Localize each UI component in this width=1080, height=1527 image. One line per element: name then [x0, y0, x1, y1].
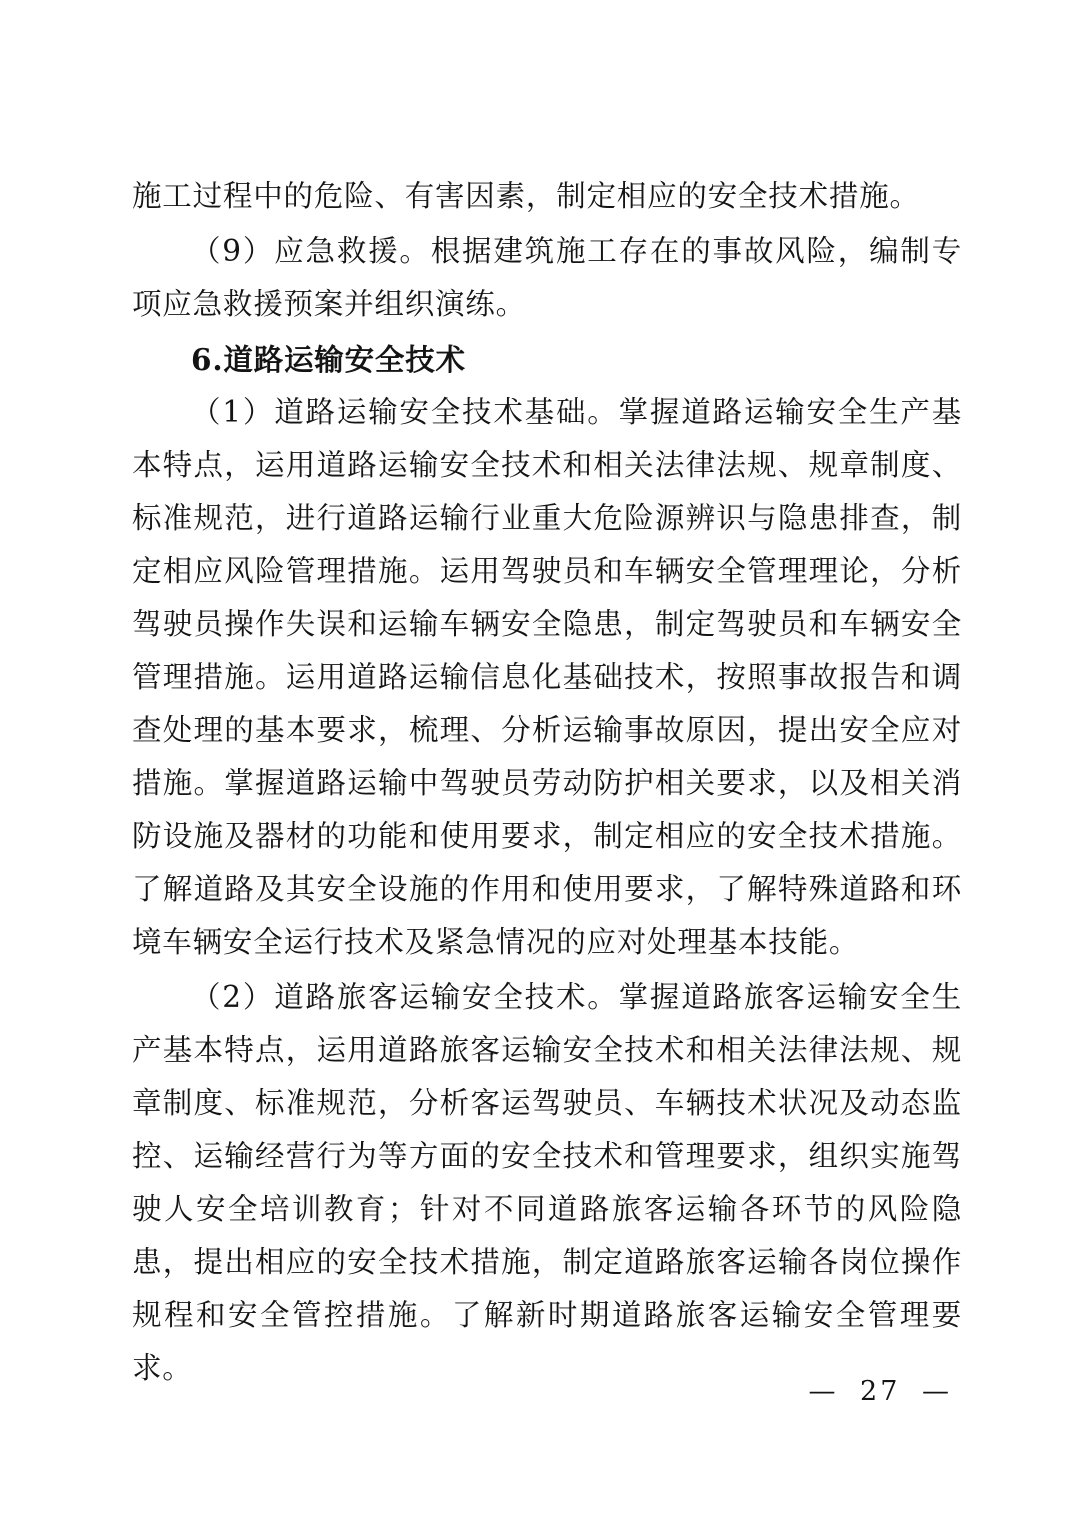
- paragraph-continued: 施工过程中的危险、有害因素，制定相应的安全技术措施。: [132, 179, 920, 213]
- page-footer: [0, 1376, 962, 1407]
- paragraph-road-passenger-transport: （2）道路旅客运输安全技术。掌握道路旅客运输安全生产基本特点，运用道路旅客运输安全技术和相关法律法规、规章制度、标准规范，分析客运驾驶员、车辆技术状况及动态监控、运输经营行为等方面的安全技术和管理要求，组织实施驾驶人安全培训教育；针对不同道路旅客运输各环节的风险隐患，提出相应的安全技术措施，制定道路旅客运输各岗位操作规程和安全管控措施。了解新时期道路旅客运输安全管理要求。: [132, 980, 962, 1385]
- page-number: 27: [860, 1376, 901, 1407]
- paragraph-emergency-rescue: （9）应急救援。根据建筑施工存在的事故风险，编制专项应急救援预案并组织演练。: [132, 234, 962, 321]
- footer-right-dash: —: [922, 1376, 952, 1407]
- section-heading-road-transport-safety: 6.道路运输安全技术: [191, 342, 466, 377]
- footer-left-dash: —: [808, 1376, 839, 1407]
- paragraph-road-transport-basics: （1）道路运输安全技术基础。掌握道路运输安全生产基本特点，运用道路运输安全技术和相关法律法规、规章制度、标准规范，进行道路运输行业重大危险源辨识与隐患排查，制定相应风险管理措施。运用驾驶员和车辆安全管理理论，分析驾驶员操作失误和运输车辆安全隐患，制定驾驶员和车辆安全管理措施。运用道路运输信息化基础技术，按照事故报告和调查处理的基本要求，梳理、分析运输事故原因，提出安全应对措施。掌握道路运输中驾驶员劳动防护相关要求，以及相关消防设施及器材的功能和使用要求，制定相应的安全技术措施。了解道路及其安全设施的作用和使用要求，了解特殊道路和环境车辆安全运行技术及紧急情况的应对处理基本技能。: [132, 395, 962, 959]
